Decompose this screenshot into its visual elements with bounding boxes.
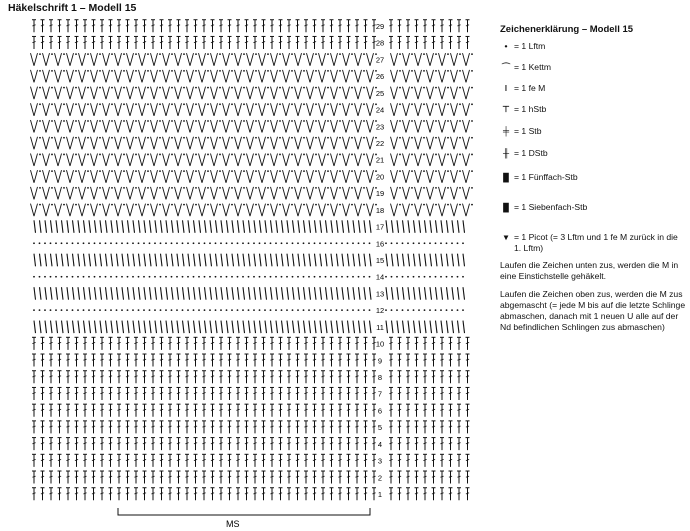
- row-number: 12: [375, 306, 385, 316]
- legend-text: = 1 Picot (= 3 Lftm und 1 fe M zurück in die 1. Lftm): [514, 232, 678, 253]
- legend-text: = 1 Lftm: [514, 41, 546, 51]
- legend-text: = 1 DStb: [514, 148, 548, 158]
- row-number: 17: [375, 222, 385, 232]
- row-number: 23: [375, 122, 385, 132]
- row-number: 25: [375, 88, 385, 98]
- slip-stitch-icon: ⌒: [501, 62, 511, 72]
- legend-note-joined-top: Laufen die Zeichen oben zus, werden die M zus abgemascht (= jede M bis auf die letzte Schlinge abmaschen, danach mit 1 neuen U alle auf der Nd befindlichen Schlingen zus abmaschen): [500, 289, 686, 332]
- treble-crochet-icon: ╫: [502, 148, 510, 158]
- legend-item-hstb: [500, 104, 686, 116]
- legend-text: = 1 hStb: [514, 104, 547, 114]
- row-number: 26: [375, 72, 385, 82]
- double-crochet-icon: ╪: [502, 126, 510, 136]
- legend-item-dstb: [500, 148, 686, 160]
- row-number: 18: [375, 205, 385, 215]
- row-number: 24: [375, 105, 385, 115]
- legend-text: = 1 Kettm: [514, 62, 552, 72]
- chart-symbols: [31, 20, 473, 501]
- row-numbers: [376, 22, 384, 499]
- row-number: 10: [375, 339, 385, 349]
- septuple-crochet-icon: █: [503, 203, 509, 212]
- legend-item-lftm: [500, 41, 686, 53]
- legend-title: Zeichenerklärung – Modell 15: [500, 24, 634, 35]
- picot-icon: ▾: [503, 232, 509, 242]
- ms-bracket: [118, 508, 370, 515]
- legend: [500, 24, 686, 340]
- row-number: 11: [376, 322, 384, 332]
- row-number: 7: [377, 389, 383, 399]
- row-number: 9: [377, 356, 383, 366]
- legend-item-stb: [500, 126, 686, 138]
- ms-label: MS: [226, 519, 240, 529]
- legend-text: = 1 fe M: [514, 83, 546, 93]
- row-number: 8: [377, 373, 383, 382]
- legend-item-fe-m: [500, 83, 686, 95]
- row-number: 2: [377, 473, 383, 483]
- row-number: 6: [377, 406, 383, 416]
- legend-text: = 1 Stb: [514, 126, 542, 136]
- row-number: 4: [377, 439, 383, 449]
- row-number: 13: [375, 289, 385, 299]
- row-number: 3: [377, 456, 383, 466]
- half-double-crochet-icon: ⊤: [502, 104, 510, 114]
- crochet-chart: [0, 14, 492, 531]
- row-number: 20: [375, 172, 385, 182]
- row-number: 29: [375, 22, 385, 31]
- single-crochet-icon: ǀ: [504, 83, 508, 93]
- legend-item-siebenfach: [500, 202, 686, 214]
- row-number: 5: [377, 423, 383, 433]
- legend-item-picot: [500, 232, 686, 254]
- row-number: 22: [375, 139, 385, 148]
- row-number: 19: [375, 189, 385, 199]
- row-number: 16: [375, 239, 385, 249]
- legend-item-fuenffach: [500, 172, 686, 184]
- quintuple-crochet-icon: █: [503, 173, 509, 182]
- chart-title: Häkelschrift 1 – Modell 15: [8, 2, 137, 14]
- legend-text: = 1 Siebenfach-Stb: [514, 202, 588, 212]
- legend-note-joined-bottom: Laufen die Zeichen unten zus, werden die M in eine Einstichstelle gehäkelt.: [500, 260, 679, 281]
- row-number: 21: [375, 155, 385, 165]
- legend-item-kettm: [500, 62, 686, 74]
- row-number: 27: [375, 55, 385, 65]
- row-number: 15: [375, 256, 385, 265]
- row-number: 14: [375, 272, 385, 282]
- row-number: 1: [377, 490, 383, 499]
- legend-text: = 1 Fünffach-Stb: [514, 172, 578, 182]
- chain-stitch-icon: •: [504, 41, 508, 51]
- row-number: 28: [375, 38, 385, 48]
